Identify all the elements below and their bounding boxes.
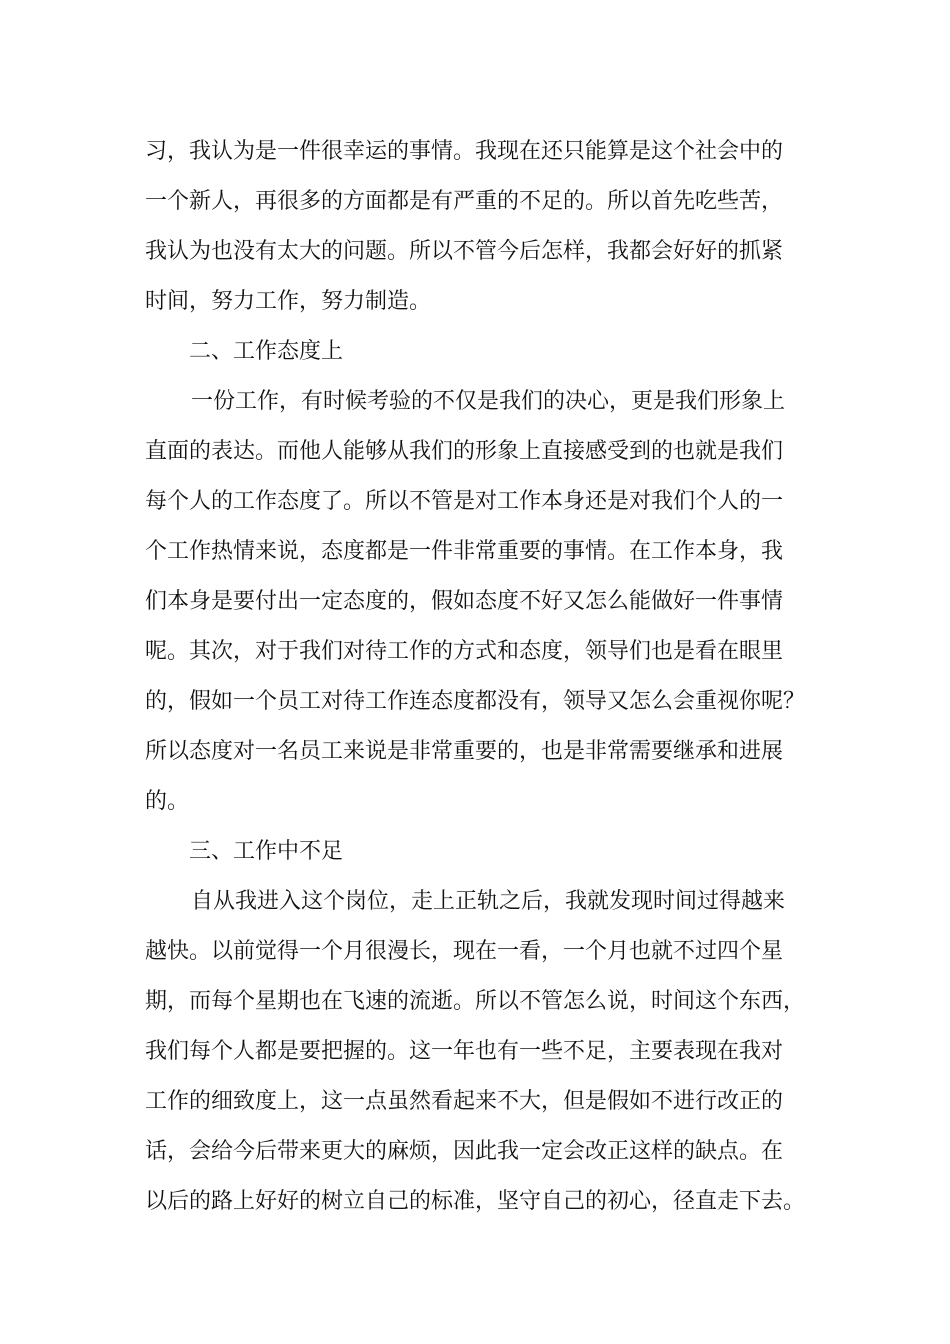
- paragraph-line: 习，我认为是一件很幸运的事情。我现在还只能算是这个社会中的: [145, 139, 784, 164]
- paragraph-line: 个工作热情来说，态度都是一件非常重要的事情。在工作本身，我: [145, 539, 784, 564]
- paragraph-line: 所以态度对一名员工来说是非常重要的，也是非常需要继承和进展: [145, 739, 784, 764]
- paragraph-line: 呢。其次，对于我们对待工作的方式和态度，领导们也是看在眼里: [145, 639, 784, 664]
- paragraph-line: 的，假如一个员工对待工作连态度都没有，领导又怎么会重视你呢？: [145, 689, 806, 714]
- paragraph-line: 时间，努力工作，努力制造。: [145, 289, 432, 314]
- paragraph-line: 自从我进入这个岗位，走上正轨之后，我就发现时间过得越来: [191, 889, 786, 914]
- paragraph-line: 我认为也没有太大的问题。所以不管今后怎样，我都会好好的抓紧: [145, 239, 784, 264]
- paragraph-line: 一个新人，再很多的方面都是有严重的不足的。所以首先吃些苦，: [145, 189, 784, 214]
- document-body: [145, 134, 825, 1234]
- paragraph-line: 们本身是要付出一定态度的，假如态度不好又怎么能做好一件事情: [145, 589, 784, 614]
- paragraph-line: 一份工作，有时候考验的不仅是我们的决心，更是我们形象上: [191, 389, 786, 414]
- paragraph-line: 的。: [145, 789, 190, 814]
- paragraph-line: 我们每个人都是要把握的。这一年也有一些不足，主要表现在我对: [145, 1039, 784, 1064]
- paragraph-line: 直面的表达。而他人能够从我们的形象上直接感受到的也就是我们: [145, 439, 784, 464]
- paragraph-line: 以后的路上好好的树立自己的标准，坚守自己的初心，径直走下去。: [145, 1189, 806, 1214]
- section-heading-2: 二、工作态度上: [189, 339, 344, 364]
- section-heading-3: 三、工作中不足: [189, 839, 344, 864]
- paragraph-line: 期，而每个星期也在飞速的流逝。所以不管怎么说，时间这个东西，: [145, 989, 806, 1014]
- paragraph-line: 工作的细致度上，这一点虽然看起来不大，但是假如不进行改正的: [145, 1089, 784, 1114]
- paragraph-line: 每个人的工作态度了。所以不管是对工作本身还是对我们个人的一: [145, 489, 784, 514]
- paragraph-line: 话，会给今后带来更大的麻烦，因此我一定会改正这样的缺点。在: [145, 1139, 784, 1164]
- paragraph-line: 越快。以前觉得一个月很漫长，现在一看，一个月也就不过四个星: [145, 939, 784, 964]
